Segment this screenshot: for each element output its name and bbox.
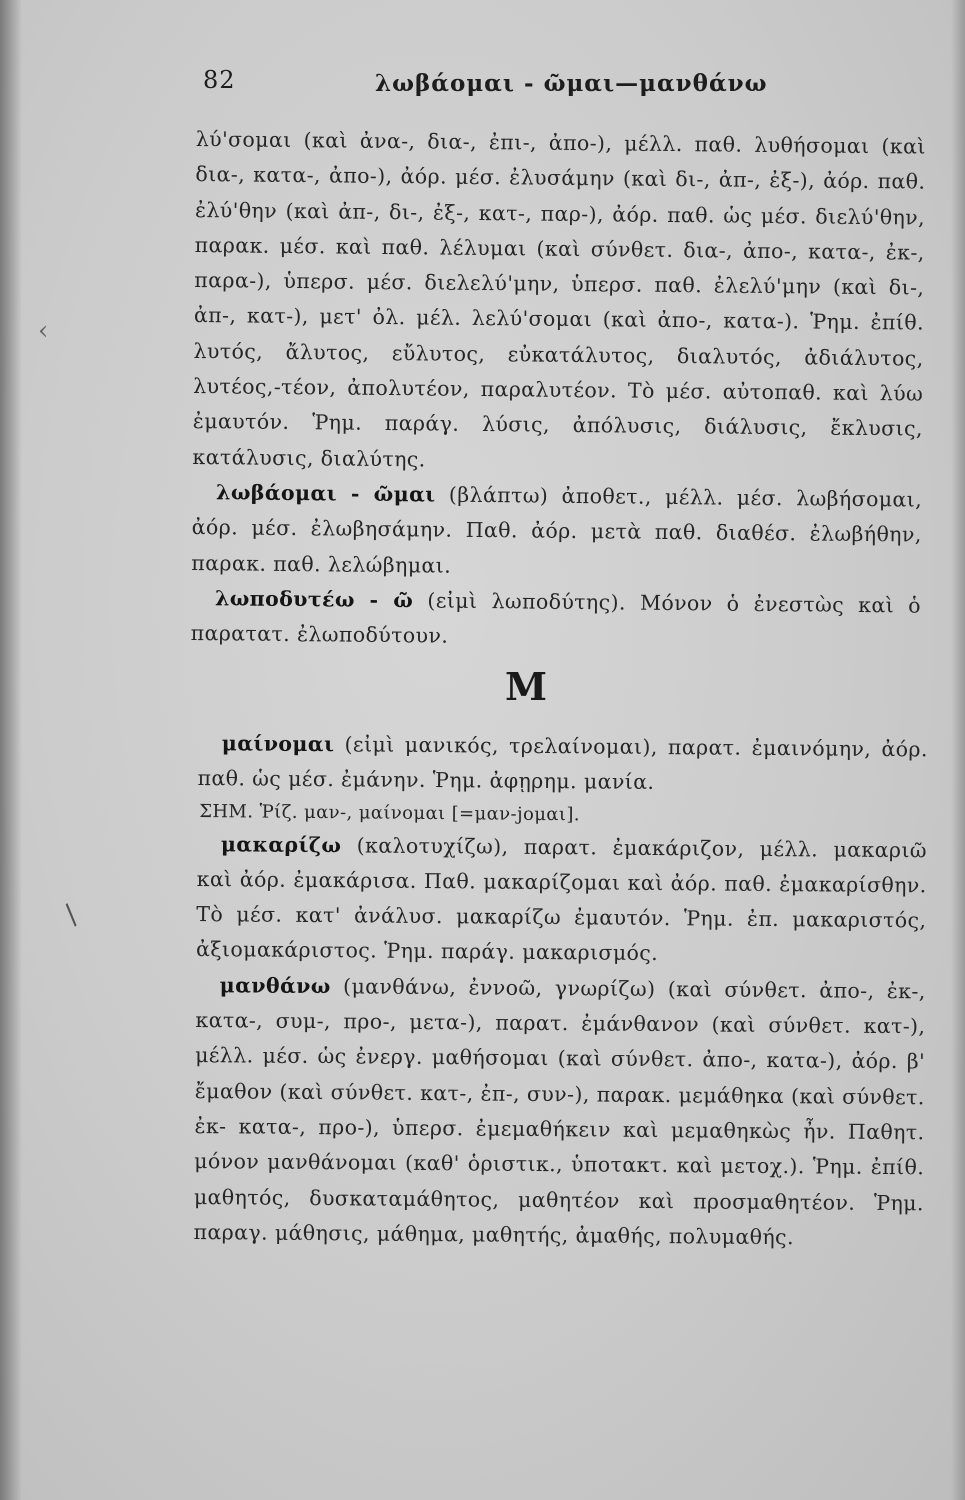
entry-headword: μακαρίζω	[220, 831, 342, 857]
entry-makarizo	[196, 827, 927, 975]
entry-text: (καλοτυχίζω), παρατ. ἐμακάριζον, μέλλ. μακαριῶ καὶ ἀόρ. ἐμακάρισα. Παθ. μακαρίζομαι καὶ ἀόρ. παθ. ἐμακαρίσθην. Τὸ μέσ. κατ' ἀνάλυσ. μακαρίζω ἐμαυτόν. Ῥημ. ἐπ. μακαριστός, ἀξιομακάριστος. Ῥημ. παράγ. μακαρισμός.	[195, 832, 928, 966]
running-head: λωβάομαι - ῶμαι—μανθάνω	[375, 70, 768, 97]
entry-lobaomai	[191, 475, 922, 589]
entry-text: (μανθάνω, ἐννοῶ, γνωρίζω) (καὶ σύνθετ. ἀπο-, ἐκ-, κατα-, συμ-, προ-, μετα-), παρατ. ἐμάνθανον (καὶ σύνθετ. κατ-), μέλλ. μέσ. ὡς ἐνεργ. μαθήσομαι (καὶ σύνθετ. ἀπο-, κατα-), ἀόρ. β' ἔμαθον (καὶ σύνθετ. κατ-, ἐπ-, συν-), παρακ. μεμάθηκα (καὶ σύνθετ. ἐκ- κατα-, προ-), ὑπερσ. ἐμεμαθήκειν καὶ μεμαθηκὼς ἦν. Παθητ. μόνον μανθάνομαι (καθ' ὁριστικ., ὑποτακτ. καὶ μετοχ.). Ῥημ. ἐπίθ. μαθητός, δυσκαταμάθητος, μαθητέον καὶ προσμαθητέον. Ῥημ. παραγ. μάθησις, μάθημα, μαθητής, ἀμαθής, πολυμαθής.	[193, 973, 926, 1250]
note-text: ΣΗΜ. Ῥίζ. μαν-, μαίνομαι [=μαν-jομαι].	[199, 800, 581, 825]
entry-headword: μανθάνω	[219, 972, 331, 998]
entry-mainomai	[197, 726, 928, 803]
entry-text: (εἰμὶ μανικός, τρελαίνομαι), παρατ. ἐμαινόμην, ἀόρ. παθ. ὡς μέσ. ἐμάνην. Ῥημ. ἀφῃρημ. μανία.	[197, 732, 928, 795]
entry-headword: λωβάομαι - ῶμαι	[215, 480, 436, 507]
page-edge-shadow-left	[0, 0, 22, 1500]
entry-text: (εἰμὶ λωποδύτης). Μόνον ὁ ἐνεστὼς καὶ ὁ παρατατ. ἐλωποδύτουν.	[190, 588, 922, 648]
entry-headword: λωποδυτέω - ῶ	[214, 586, 414, 613]
entry-luo-continuation	[192, 122, 926, 483]
margin-tick-mark: ‹	[38, 316, 49, 346]
entries-top	[190, 122, 926, 659]
section-letter-heading: M	[505, 664, 550, 709]
page-number: 82	[203, 66, 236, 94]
page-edge-shadow-right	[951, 0, 965, 1500]
entry-text: (βλάπτω) ἀποθετ., μέλλ. μέσ. λωβήσομαι, ἀόρ. μέσ. ἐλωβησάμην. Παθ. ἀόρ. μετὰ παθ. διαθέσ. ἐλωβήθην, παρακ. παθ. λελώβημαι.	[191, 482, 923, 578]
entry-lopodyteo	[190, 581, 921, 659]
entries-bottom	[193, 726, 928, 1257]
entry-text: λύ'σομαι (καὶ ἀνα-, δια-, ἐπι-, ἀπο-), μέλλ. παθ. λυθήσομαι (καὶ δια-, κατα-, ἀπο-), ἀόρ. μέσ. ἐλυσάμην (καὶ δι-, ἀπ-, ἐξ-), ἀόρ. παθ. ἐλύ'θην (καὶ ἀπ-, δι-, ἐξ-, κατ-, παρ-), ἀόρ. παθ. ὡς μέσ. διελύ'θην, παρακ. μέσ. καὶ παθ. λέλυμαι (καὶ σύνθετ. δια-, ἀπο-, κατα-, ἐκ-, παρα-), ὑπερσ. μέσ. διελελύ'μην, ὑπερσ. παθ. ἐλελύ'μην (καὶ δι-, ἀπ-, κατ-), μετ' ὀλ. μέλ. λελύ'σομαι (καὶ ἀπο-, κατα-). Ῥημ. ἐπίθ. λυτός, ἄλυτος, εὔλυτος, εὐκατάλυτος, διαλυτός, ἀδιάλυτος, λυτέος,-τέον, ἀπολυτέον, παραλυτέον. Τὸ μέσ. αὐτοπαθ. καὶ λύω ἐμαυτόν. Ῥημ. παράγ. λύσις, ἀπόλυσις, διάλυσις, ἔκλυσις, κατάλυσις, διαλύτης.	[192, 126, 926, 472]
entry-headword: μαίνομαι	[221, 731, 335, 757]
entry-manthano	[193, 968, 925, 1257]
margin-pencil-mark: /	[56, 898, 85, 931]
page-header	[195, 66, 935, 106]
